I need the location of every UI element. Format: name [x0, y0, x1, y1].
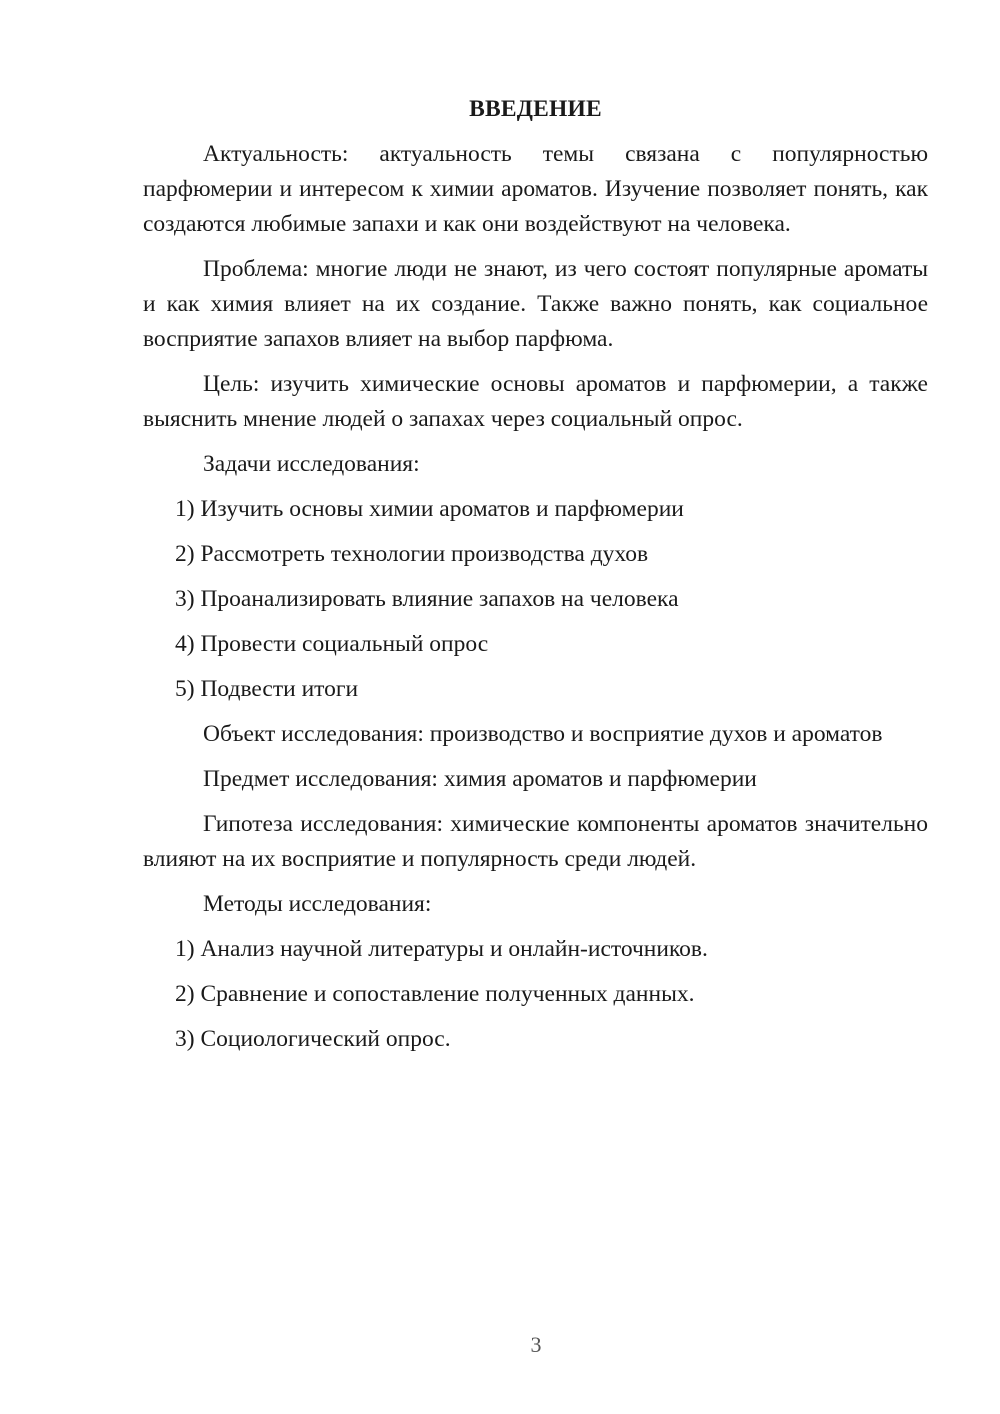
tasks-list — [143, 492, 928, 707]
page-content — [143, 92, 928, 1067]
methods-heading: Методы исследования: — [203, 891, 432, 917]
task-item: 3) Проанализировать влияние запахов на человека — [175, 586, 679, 612]
page-number: 3 — [530, 1332, 542, 1357]
subject-paragraph: Предмет исследования: химия ароматов и парфюмерии — [203, 766, 757, 792]
method-item: 1) Анализ научной литературы и онлайн-источников. — [175, 936, 708, 962]
task-item: 1) Изучить основы химии ароматов и парфюмерии — [175, 496, 684, 522]
object-paragraph: Объект исследования: производство и восприятие духов и ароматов — [203, 721, 883, 747]
section-title: ВВЕДЕНИЕ — [469, 96, 602, 122]
tasks-heading: Задачи исследования: — [203, 451, 420, 477]
method-item: 2) Сравнение и сопоставление полученных данных. — [175, 981, 695, 1007]
methods-list — [143, 932, 928, 1057]
task-item: 5) Подвести итоги — [175, 676, 359, 702]
hypothesis-paragraph: Гипотеза исследования: химические компоненты ароматов значительно влияют на их восприятие и популярность среди людей. — [143, 811, 928, 872]
problem-paragraph: Проблема: многие люди не знают, из чего состоят популярные ароматы и как химия влияет на их создание. Также важно понять, как социальное восприятие запахов влияет на выбор парфюма. — [143, 256, 928, 352]
task-item: 2) Рассмотреть технологии производства духов — [175, 541, 649, 567]
relevance-paragraph: Актуальность: актуальность темы связана с популярностью парфюмерии и интересом к химии ароматов. Изучение позволяет понять, как создаются любимые запахи и как они воздействуют на человека. — [143, 141, 928, 237]
task-item: 4) Провести социальный опрос — [175, 631, 489, 657]
method-item: 3) Социологический опрос. — [175, 1026, 451, 1052]
goal-paragraph: Цель: изучить химические основы ароматов и парфюмерии, а также выяснить мнение людей о запахах через социальный опрос. — [143, 371, 928, 432]
